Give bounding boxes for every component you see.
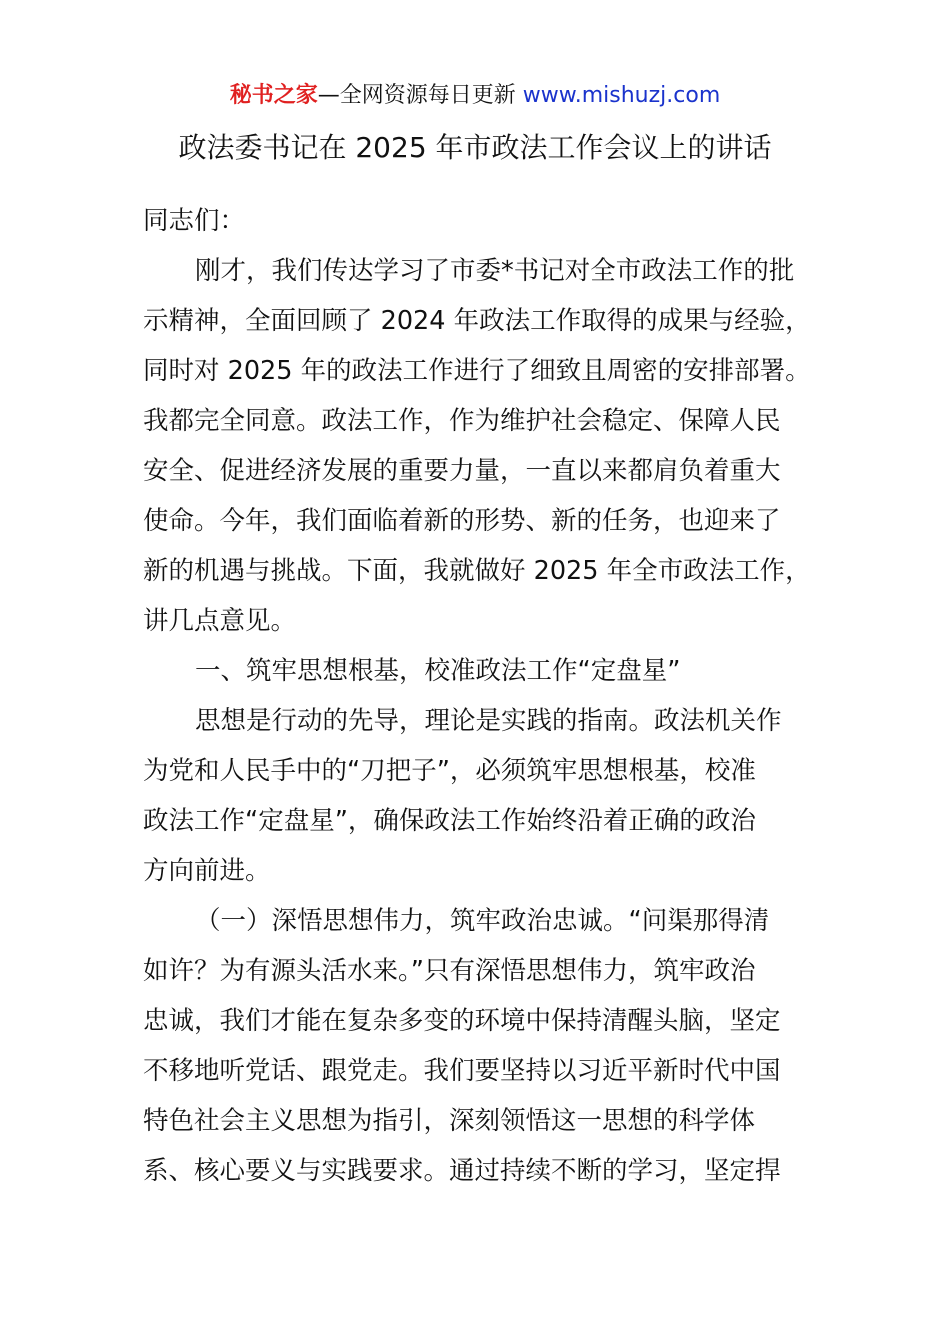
paragraph-line: 刚才，我们传达学习了市委*书记对全市政法工作的批 (195, 256, 795, 286)
paragraph-line: 讲几点意见。 (143, 606, 297, 636)
paragraph-line: 为党和人民手中的“刀把子”，必须筑牢思想根基，校准 (143, 756, 756, 786)
paragraph-line: 特色社会主义思想为指引，深刻领悟这一思想的科学体 (143, 1106, 756, 1136)
paragraph-line: 我都完全同意。政法工作，作为维护社会稳定、保障人民 (143, 406, 781, 436)
paragraph-line: 方向前进。 (143, 856, 271, 886)
site-url-link[interactable]: www.mishuzj.com (515, 83, 721, 108)
section-heading: 一、筑牢思想根基，校准政法工作“定盘星” (195, 656, 681, 686)
paragraph-line: 使命。今年，我们面临着新的形势、新的任务，也迎来了 (143, 506, 781, 536)
document-title: 政法委书记在 2025 年市政法工作会议上的讲话 (178, 131, 772, 164)
paragraph-line: 忠诚，我们才能在复杂多变的环境中保持清醒头脑，坚定 (143, 1006, 781, 1036)
paragraph-line: 新的机遇与挑战。下面，我就做好 2025 年全市政法工作， (143, 556, 811, 586)
paragraph-line: 示精神，全面回顾了 2024 年政法工作取得的成果与经验， (143, 306, 811, 336)
subsection-line: （一）深悟思想伟力，筑牢政治忠诚。“问渠那得清 (195, 906, 770, 936)
paragraph-line: 系、核心要义与实践要求。通过持续不断的学习，坚定捍 (143, 1156, 781, 1186)
paragraph-line: 安全、促进经济发展的重要力量，一直以来都肩负着重大 (143, 456, 781, 486)
paragraph-line: 不移地听党话、跟党走。我们要坚持以习近平新时代中国 (143, 1056, 781, 1086)
paragraph-line: 政法工作“定盘星”，确保政法工作始终沿着正确的政治 (143, 806, 756, 836)
brand-name: 秘书之家 (229, 83, 318, 108)
paragraph-line: 如许？为有源头活水来。”只有深悟思想伟力，筑牢政治 (143, 956, 756, 986)
paragraph-line: 思想是行动的先导，理论是实践的指南。政法机关作 (195, 706, 782, 736)
site-header (0, 80, 950, 112)
header-tagline: —全网资源每日更新 (317, 83, 516, 108)
paragraph-line: 同时对 2025 年的政法工作进行了细致且周密的安排部署。 (143, 356, 811, 386)
salutation: 同志们： (143, 206, 246, 236)
document-body (143, 196, 809, 1196)
